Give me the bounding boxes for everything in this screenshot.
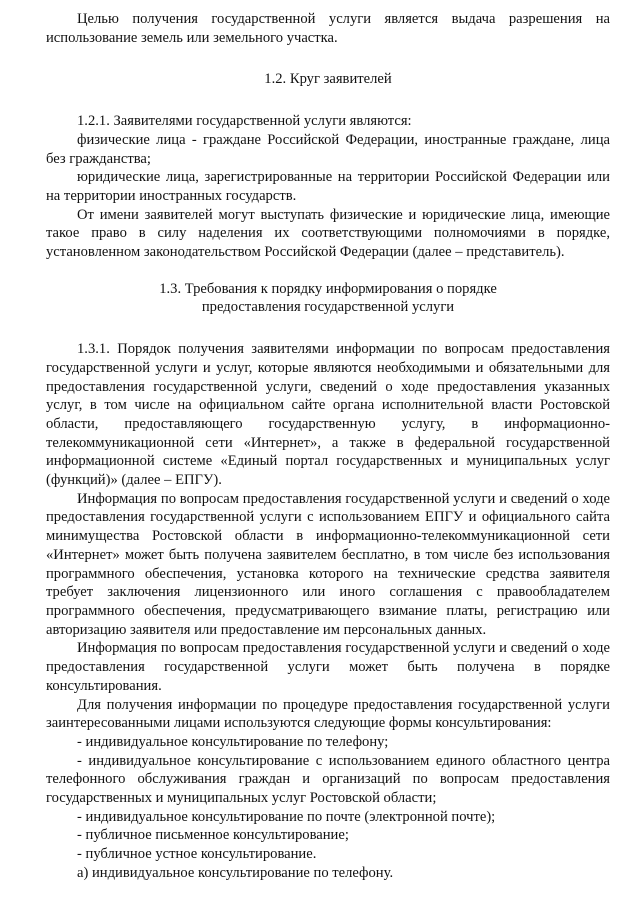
list-item: - индивидуальное консультирование по телефону; — [77, 733, 389, 750]
list-item: а) индивидуальное консультирование по телефону. — [77, 864, 394, 881]
section-1-3-paragraph-3: Информация по вопросам предоставления государственной услуги и сведений о ходе предоставления государственной услуги может быть получена в порядке консультирования. — [46, 640, 610, 694]
list-item: - индивидуальное консультирование по почте (электронной почте); — [77, 808, 496, 825]
section-1-3-paragraph-2: Информация по вопросам предоставления государственной услуги и сведений о ходе предоставления государственной услуги с использованием ЕПГУ и официального сайта минимущества Ростовской области в информационно-телекоммуникационной сети «Интернет» может быть получена заявителем бесплатно, в том числе без использования программного обеспечения, установка которого на технические средства заявителя требует заключения лицензионного или иного соглашения с правообладателем программного обеспечения, предусматривающего взимание платы, регистрацию или авторизацию заявителя или предоставление им персональных данных. — [46, 490, 610, 638]
list-item: - индивидуальное консультирование с использованием единого областного центра телефонного обслуживания граждан и организаций по вопросам предоставления государственных и муниципальных услуг Ростовской области; — [46, 752, 610, 807]
section-1-2-paragraph-1: 1.2.1. Заявителями государственной услуги являются: — [77, 113, 412, 130]
section-1-3-paragraph-4: Для получения информации по процедуре предоставления государственной услуги заинтересованными лицами используются следующие формы консультирования: — [46, 696, 610, 732]
section-1-2-paragraph-3: юридические лица, зарегистрированные на территории Российской Федерации или на территории иностранных государств. — [46, 169, 610, 204]
section-1-2-paragraph-4: От имени заявителей могут выступать физические и юридические лица, имеющие такое право в силу наделения их соответствующими полномочиями в порядке, установленном законодательством Российской Федерации (далее – представитель). — [46, 206, 610, 261]
list-item: - публичное письменное консультирование; — [77, 827, 349, 844]
section-1-3-heading-line-1: 1.3. Требования к порядку информирования о порядке — [159, 280, 497, 297]
list-item: - публичное устное консультирование. — [77, 846, 317, 863]
section-1-3-paragraph-1: 1.3.1. Порядок получения заявителями информации по вопросам предоставления государственной услуги и услуг, которые являются необходимыми и обязательными для предоставления государственной услуги, сведений о ходе предоставления указанных услуг, в том числе на официальном сайте органа исполнительной власти Ростовской области, предоставляющего государственную услугу, в информационно-телекоммуникационной сети «Интернет», а также в федеральной государственной информационной системе «Единый портал государственных и муниципальных услуг (функций)» (далее – ЕПГУ). — [46, 341, 610, 489]
section-1-2-paragraph-2: физические лица - граждане Российской Федерации, иностранные граждане, лица без гражданства; — [46, 131, 610, 167]
section-1-3-heading-line-2: предоставления государственной услуги — [201, 299, 455, 316]
intro-paragraph: Целью получения государственной услуги является выдача разрешения на использование земель или земельного участка. — [46, 11, 610, 46]
section-1-2-heading: 1.2. Круг заявителей — [264, 71, 392, 88]
